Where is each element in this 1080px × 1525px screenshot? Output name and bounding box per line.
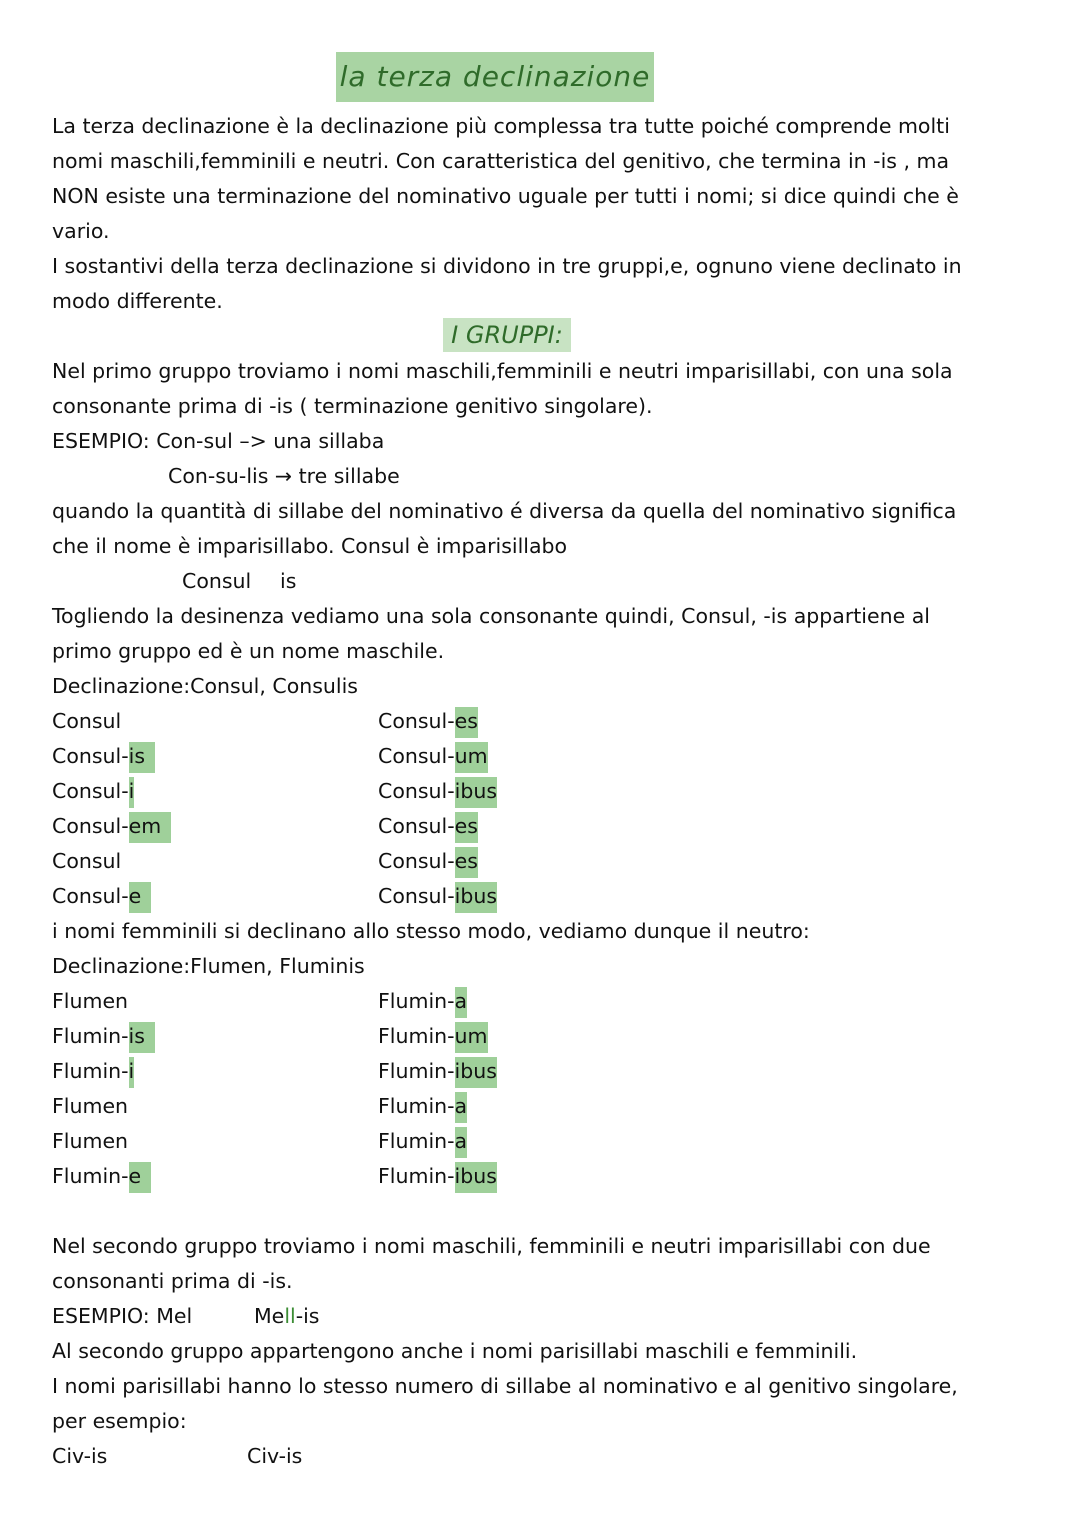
ending-highlight: ibus — [455, 882, 497, 913]
civis-nominative: Civ-is — [52, 1444, 108, 1468]
ending-highlight: a — [455, 1127, 468, 1158]
group1-example: ESEMPIO: Con-sul –> una sillaba — [52, 429, 385, 453]
group2-example-label: ESEMPIO: Mel — [52, 1304, 193, 1328]
group1-line: quando la quantità di sillabe del nominativo é diversa da quella del nominativo significa — [52, 499, 957, 523]
group2-line: Nel secondo gruppo troviamo i nomi maschili, femminili e neutri imparisillabi con due — [52, 1234, 931, 1258]
decl1-sing-row: Consul-is — [52, 739, 155, 774]
ending-highlight: is — [129, 1022, 155, 1053]
ending-highlight: e — [129, 1162, 152, 1193]
ending-highlight: ibus — [455, 777, 497, 808]
group2-example-word: Mell-is — [254, 1304, 320, 1328]
decl1-plur-row: Consul-es — [378, 704, 478, 739]
decl1-sing-row: Consul-em — [52, 809, 171, 844]
decl2-plur-row: Flumin-um — [378, 1019, 488, 1054]
decl1-plur-row: Consul-um — [378, 739, 488, 774]
ending-highlight: is — [129, 742, 155, 773]
group1-line: consonante prima di -is ( terminazione genitivo singolare). — [52, 394, 653, 418]
decl2-sing-row: Flumin-e — [52, 1159, 151, 1194]
ending-highlight: um — [455, 1022, 488, 1053]
intro-line: NON esiste una terminazione del nominativo uguale per tutti i nomi; si dice quindi che è — [52, 184, 959, 208]
intro-line: I sostantivi della terza declinazione si dividono in tre gruppi,e, ognuno viene declinato in — [52, 254, 962, 278]
consul-stem: Consul — [182, 569, 252, 593]
ending-highlight: um — [455, 742, 488, 773]
decl1-plur-row: Consul-es — [378, 809, 478, 844]
group2-line: consonanti prima di -is. — [52, 1269, 293, 1293]
ending-highlight: es — [455, 707, 478, 738]
group1-line: che il nome è imparisillabo. Consul è imparisillabo — [52, 534, 568, 558]
ending-highlight: ibus — [455, 1057, 497, 1088]
decl2-plur-row: Flumin-ibus — [378, 1054, 497, 1089]
intro-line: vario. — [52, 219, 110, 243]
intro-line: La terza declinazione è la declinazione più complessa tra tutte poiché comprende molti — [52, 114, 950, 138]
ending-highlight: i — [129, 1057, 135, 1088]
ending-highlight: i — [129, 777, 135, 808]
decl2-plur-row: Flumin-a — [378, 984, 467, 1019]
double-consonant: ll — [284, 1304, 296, 1328]
decl2-sing-row: Flumen — [52, 989, 129, 1013]
decl2-sing-row: Flumin-i — [52, 1054, 134, 1089]
neutral-intro: i nomi femminili si declinano allo stesso modo, vediamo dunque il neutro: — [52, 919, 810, 943]
groups-heading: I GRUPPI: — [443, 318, 571, 352]
decl1-plur-row: Consul-es — [378, 844, 478, 879]
decl1-sing-row: Consul — [52, 849, 122, 873]
group1-line: Togliendo la desinenza vediamo una sola consonante quindi, Consul, -is appartiene al — [52, 604, 930, 628]
civis-genitive: Civ-is — [247, 1444, 303, 1468]
decl2-sing-row: Flumin-is — [52, 1019, 155, 1054]
group1-example-2: Con-su-lis → tre sillabe — [168, 464, 400, 488]
ending-highlight: es — [455, 847, 478, 878]
decl2-sing-row: Flumen — [52, 1129, 129, 1153]
ending-highlight: a — [455, 987, 468, 1018]
ending-highlight: ibus — [455, 1162, 497, 1193]
group2-line: Al secondo gruppo appartengono anche i nomi parisillabi maschili e femminili. — [52, 1339, 858, 1363]
page-title: la terza declinazione — [336, 52, 654, 102]
intro-line: modo differente. — [52, 289, 223, 313]
ending-highlight: es — [455, 812, 478, 843]
group2-line: per esempio: — [52, 1409, 187, 1433]
decl2-title: Declinazione:Flumen, Fluminis — [52, 954, 365, 978]
decl2-plur-row: Flumin-a — [378, 1124, 467, 1159]
intro-line: nomi maschili,femminili e neutri. Con caratteristica del genitivo, che termina in -is , ma — [52, 149, 950, 173]
group1-line: primo gruppo ed è un nome maschile. — [52, 639, 445, 663]
decl1-sing-row: Consul — [52, 709, 122, 733]
decl2-plur-row: Flumin-ibus — [378, 1159, 497, 1194]
ending-highlight: e — [129, 882, 152, 913]
decl1-sing-row: Consul-i — [52, 774, 134, 809]
group1-line: Nel primo gruppo troviamo i nomi maschili,femminili e neutri imparisillabi, con una sola — [52, 359, 953, 383]
decl2-plur-row: Flumin-a — [378, 1089, 467, 1124]
decl1-plur-row: Consul-ibus — [378, 774, 497, 809]
group2-line: I nomi parisillabi hanno lo stesso numero di sillabe al nominativo e al genitivo singolare, — [52, 1374, 958, 1398]
decl1-plur-row: Consul-ibus — [378, 879, 497, 914]
ending-highlight: a — [455, 1092, 468, 1123]
ending-highlight: em — [129, 812, 172, 843]
consul-ending: is — [280, 569, 297, 593]
decl1-sing-row: Consul-e — [52, 879, 151, 914]
decl2-sing-row: Flumen — [52, 1094, 129, 1118]
decl1-title: Declinazione:Consul, Consulis — [52, 674, 358, 698]
